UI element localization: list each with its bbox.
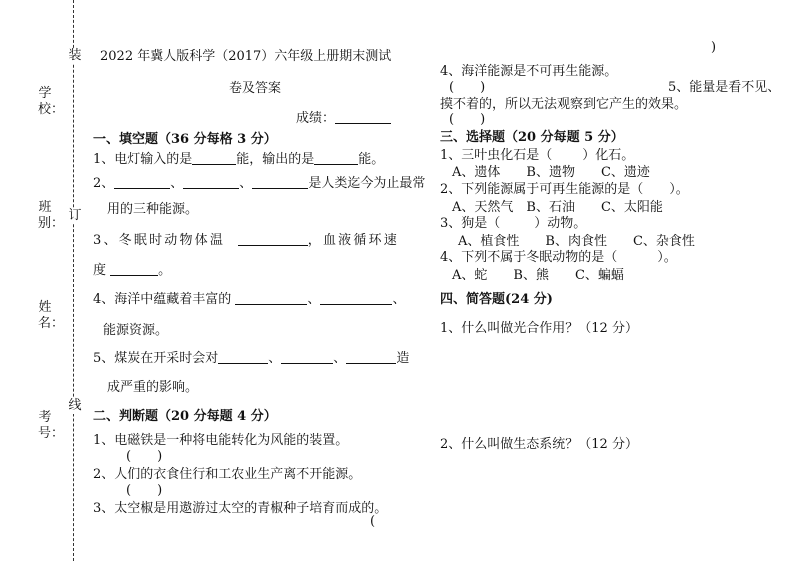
binding-line	[73, 0, 74, 561]
answer-blank[interactable]	[314, 150, 358, 165]
answer-blank[interactable]	[114, 174, 170, 189]
choice-question-2: 2、下列能源属于可再生能源的是（ ）。	[440, 182, 689, 197]
fill-question-5-line2: 成严重的影响。	[107, 380, 199, 395]
section2-heading: 二、判断题（20 分每题 4 分）	[93, 409, 277, 424]
answer-blank[interactable]	[218, 349, 268, 364]
judge-answer-paren[interactable]: ( )	[449, 112, 486, 127]
fill-question-4: 4、海洋中蕴藏着丰富的 、 、	[93, 292, 406, 307]
choice-question-4: 4、下列不属于冬眠动物的是（ ）。	[440, 250, 677, 265]
judge-answer-paren-close[interactable]: )	[711, 40, 717, 55]
fill-question-2-line2: 用的三种能源。	[107, 202, 199, 217]
fill-question-3: 3、冬眠时动物体温 ，血液循环速	[93, 233, 399, 248]
choice-question-3-options: A、植食性 B、肉食性 C、杂食性	[458, 234, 695, 249]
choice-question-3: 3、狗是（ ）动物。	[440, 216, 587, 231]
fill-question-1: 1、电灯输入的是 能，输出的是 能。	[93, 152, 385, 167]
section4-heading: 四、简答题(24 分)	[440, 292, 553, 307]
choice-question-4-options: A、蛇 B、熊 C、蝙蝠	[452, 268, 624, 283]
fill-question-4-line2: 能源资源。	[103, 323, 169, 338]
choice-question-1-options: A、遗体 B、遗物 C、遗迹	[452, 165, 650, 180]
exam-title-line1: 2022 年冀人版科学（2017）六年级上册期末测试	[100, 49, 392, 64]
judge-question-5-line1: 5、能量是看不见、	[668, 80, 781, 95]
judge-answer-paren[interactable]: ( )	[126, 449, 163, 464]
judge-answer-paren[interactable]: ( )	[449, 80, 486, 95]
answer-blank[interactable]	[346, 349, 396, 364]
answer-blank[interactable]	[320, 290, 392, 305]
section1-heading: 一、填空题（36 分每格 3 分）	[93, 132, 277, 147]
judge-answer-paren-open[interactable]: (	[370, 514, 376, 529]
name-label: 姓名：	[38, 300, 65, 331]
choice-question-2-options: A、天然气 B、石油 C、太阳能	[452, 200, 663, 215]
fill-question-3-line2: 度 。	[93, 263, 172, 278]
class-label: 班别：	[38, 200, 65, 231]
answer-blank[interactable]	[110, 261, 158, 276]
exam-title-line2: 卷及答案	[229, 81, 282, 96]
judge-question-3: 3、太空椒是用遨游过太空的青椒种子培育而成的。	[93, 501, 388, 516]
judge-question-4: 4、海洋能源是不可再生能源。	[440, 64, 618, 79]
binding-char-ding: 订	[68, 208, 82, 223]
judge-answer-paren[interactable]: ( )	[126, 483, 163, 498]
judge-question-1: 1、电磁铁是一种将电能转化为风能的装置。	[93, 433, 349, 448]
score-field	[296, 107, 391, 126]
answer-blank[interactable]	[252, 174, 308, 189]
answer-blank[interactable]	[192, 150, 236, 165]
exam-number-label: 考号：	[38, 410, 65, 441]
answer-blank[interactable]	[238, 231, 308, 246]
answer-blank[interactable]	[183, 174, 239, 189]
fill-question-2: 2、 、 、 是人类迄今为止最常	[93, 176, 426, 191]
binding-char-zhuang: 装	[68, 48, 82, 63]
section3-heading: 三、选择题（20 分每题 5 分）	[440, 130, 624, 145]
judge-question-2: 2、人们的衣食住行和工农业生产离不开能源。	[93, 467, 362, 482]
judge-question-5-line2: 摸不着的，所以无法观察到它产生的效果。	[440, 97, 688, 112]
score-blank[interactable]	[335, 109, 391, 124]
score-label: 成绩：	[296, 111, 336, 126]
fill-question-5: 5、煤炭在开采时会对 、 、 造	[93, 351, 410, 366]
short-answer-question-2: 2、什么叫做生态系统？（12 分）	[440, 437, 638, 452]
school-label: 学校：	[38, 86, 65, 117]
short-answer-question-1: 1、什么叫做光合作用？（12 分）	[440, 321, 638, 336]
answer-blank[interactable]	[235, 290, 307, 305]
choice-question-1: 1、三叶虫化石是（ ）化石。	[440, 148, 635, 163]
answer-blank[interactable]	[281, 349, 333, 364]
binding-char-xian: 线	[68, 398, 82, 413]
